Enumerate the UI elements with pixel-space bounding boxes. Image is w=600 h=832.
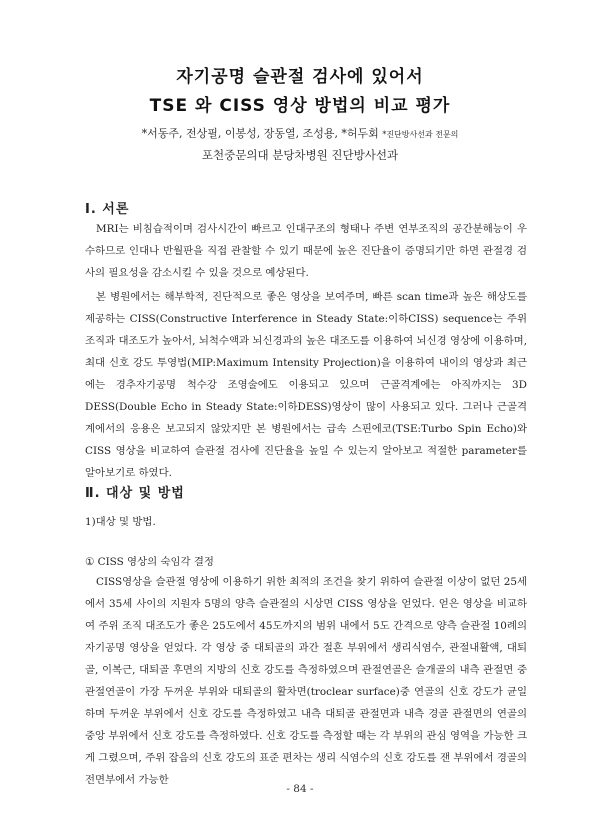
page-number: - 84 - (286, 783, 314, 795)
intro-paragraph-1: MRI는 비침습적이며 검사시간이 빠르고 인대구조의 형태나 주변 연부조직의 공간분해능이 우수하므로 인대나 반월판을 직접 관찰할 수 있기 때문에 높은 진단율이 증명되기만 하면 관절경 검사의 필요성을 감소시킬 수 있을 것으로 예상된다. (85, 223, 527, 279)
section-heading-introduction: Ⅰ. 서론 (85, 202, 130, 217)
organization: 포천중문의대 분당차병원 진단방사선과 (201, 148, 399, 162)
methods-subheading-2: ① CISS 영상의 숙임각 결정 (85, 556, 214, 568)
paper-title-line1: 자기공명 슬관절 검사에 있어서 (176, 67, 424, 87)
intro-paragraph-2: 본 병원에서는 해부학적, 진단적으로 좋은 영상을 보여주며, 빠른 scan time과 높은 해상도를 제공하는 CISS(Constructive Interference in Steady State:이하CISS) sequence는 주위조직과 대조도가 높아서, 뇌척수액과 뇌신경과의 높은 대조도를 이용하여 뇌신경 영상에 이용하며, 최대 신호 강도 투영법(MIP:Maximum Intensity Projection)을 이용하여 내이의 영상과 최근에는 경추자기공명 척수강 조영술에도 이용되고 있으며 근골격계에는 아직까지는 3D DESS(Double Echo in Steady State:이하DESS)영상이 많이 사용되고 있다. 그러나 근골격계에서의 응용은 보고되지 않았지만 본 병원에서는 급속 스핀에코(TSE:Turbo Spin Echo)와 CISS 영상을 비교하여 슬관절 검사에 진단율을 높일 수 있는지 알아보고 적절한 parameter를 알아보기로 하였다. (85, 291, 527, 479)
methods-subheading-1: 1)대상 및 방법. (85, 516, 156, 528)
author-list (0, 125, 600, 141)
paper-title-line2: TSE 와 CISS 영상 방법의 비교 평가 (149, 96, 451, 116)
section-heading-methods: Ⅱ. 대상 및 방법 (85, 486, 185, 501)
methods-paragraph-1: CISS영상을 슬관절 영상에 이용하기 위한 최적의 조건을 찾기 위하여 슬관절 이상이 없던 25세에서 35세 사이의 지원자 5명의 양측 슬관절의 시상면 CISS 영상을 얻었다. 얻은 영상을 비교하여 주위 조직 대조도가 좋은 25도에서 45도까지의 범위 내에서 5도 간격으로 양측 슬관절 10례의 자기공명 영상을 얻었다. 각 영상 중 대퇴골의 과간 절흔 부위에서 생리식염수, 관절내활액, 대퇴골, 이복근, 대퇴골 후면의 지방의 신호 강도를 측정하였으며 관절연골은 슬개골의 내측 관절면 중 관절연골이 가장 두꺼운 부위와 대퇴골의 활차면(troclear surface)중 연골의 신호 강도가 균일하며 두꺼운 부위에서 신호 강도를 측정하였고 내측 대퇴골 관절면과 내측 경골 관절면의 연골의 중앙 부위에서 신호 강도를 측정하였다. 신호 강도를 측정할 때는 각 부위의 관심 영역을 가능한 크게 그렸으며, 주위 잡음의 신호 강도의 표준 편차는 생리 식염수의 신호 강도를 잰 부위에서 경골의 전면부에서 가능한 (85, 576, 527, 786)
author-affiliation-note: *진단방사선과 전문의 (382, 130, 459, 139)
author-names: *서동주, 전상필, 이봉성, 장동열, 조성용, *허두회 (141, 127, 379, 140)
